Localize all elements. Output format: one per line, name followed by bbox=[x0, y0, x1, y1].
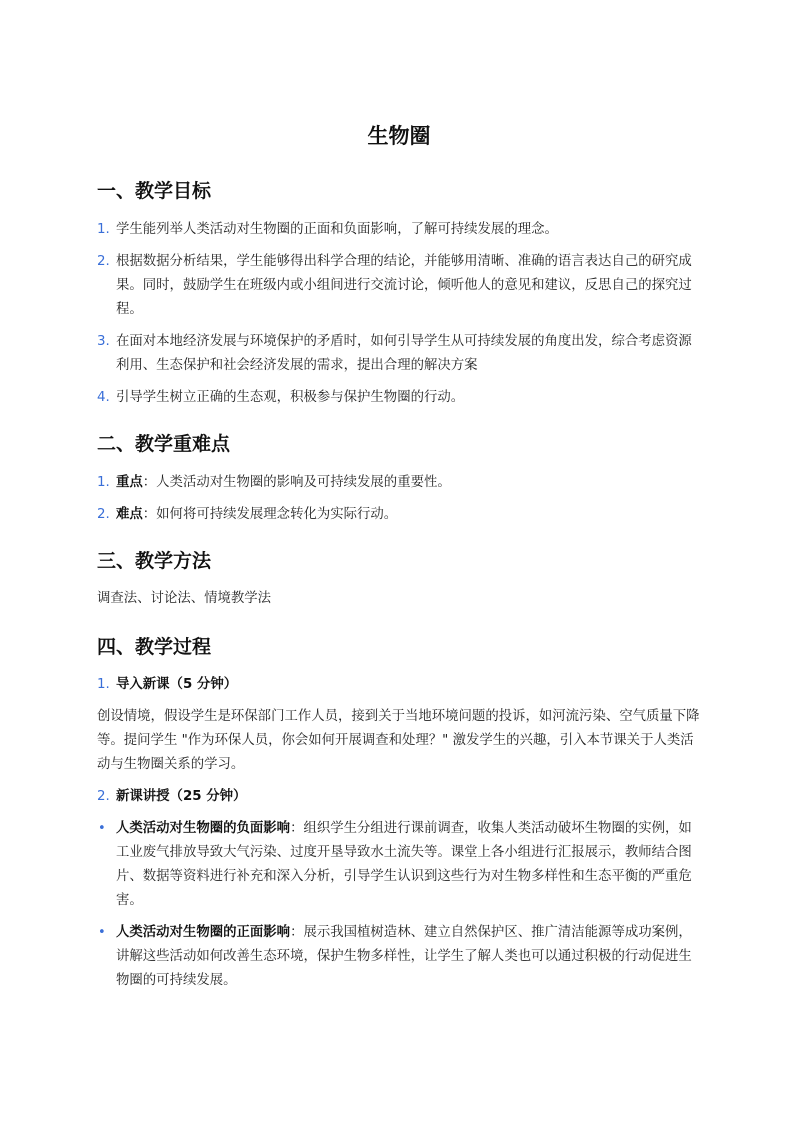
list-number: 4. bbox=[97, 390, 110, 405]
list-item bbox=[97, 250, 701, 322]
document-page bbox=[97, 118, 701, 1001]
list-item bbox=[97, 218, 701, 242]
list-number: 1. bbox=[97, 475, 110, 490]
list-item-text: 在面对本地经济发展与环境保护的矛盾时，如何引导学生从可持续发展的角度出发，综合考虑资源利用、生态保护和社会经济发展的需求，提出合理的解决方案 bbox=[116, 334, 692, 373]
methods-text: 调查法、讨论法、情境教学法 bbox=[97, 591, 272, 606]
list-item bbox=[97, 330, 701, 378]
bullet-text: ：组织学生分组进行课前调查，收集人类活动破坏生物圈的实例，如工业废气排放导致大气污染、过度开垦导致水土流失等。课堂上各小组进行汇报展示，教师结合图片、数据等资料进行补充和深入分析，引导学生认识到这些行为对生物多样性和生态平衡的严重危害。 bbox=[116, 821, 692, 908]
list-number: 1. bbox=[97, 222, 110, 237]
list-number: 2. bbox=[97, 789, 110, 804]
list-number: 2. bbox=[97, 507, 110, 522]
list-item-text: 学生能列举人类活动对生物圈的正面和负面影响，了解可持续发展的理念。 bbox=[116, 222, 558, 237]
process-step-lecture bbox=[97, 785, 701, 809]
bullet-text: ：展示我国植树造林、建立自然保护区、推广清洁能源等成功案例，讲解这些活动如何改善生态环境，保护生物多样性，让学生了解人类也可以通过积极的行动促进生物圈的可持续发展。 bbox=[116, 925, 692, 988]
bullet-icon: • bbox=[98, 821, 106, 836]
section-heading-process: 四、教学过程 bbox=[97, 636, 212, 658]
list-item bbox=[97, 503, 701, 527]
list-item-text: ：如何将可持续发展理念转化为实际行动。 bbox=[142, 507, 398, 522]
list-item-text: 引导学生树立正确的生态观，积极参与保护生物圈的行动。 bbox=[116, 390, 465, 405]
bullet-item bbox=[97, 921, 701, 993]
list-number: 3. bbox=[97, 334, 110, 349]
section-heading-key-points: 二、教学重难点 bbox=[97, 433, 231, 455]
list-number: 1. bbox=[97, 677, 110, 692]
list-item-text: ：人类活动对生物圈的影响及可持续发展的重要性。 bbox=[142, 475, 451, 490]
bullet-icon: • bbox=[98, 925, 106, 940]
section-heading-objectives: 一、教学目标 bbox=[97, 180, 212, 202]
key-points-list bbox=[97, 471, 701, 527]
intro-paragraph: 创设情境，假设学生是环保部门工作人员，接到关于当地环境问题的投诉，如河流污染、空气质量下降等。提问学生 "作为环保人员，你会如何开展调查和处理？" 激发学生的兴趣，引入本节课关于人类活动与生物圈关系的学习。 bbox=[97, 709, 700, 772]
objectives-list bbox=[97, 218, 701, 410]
section-heading-methods: 三、教学方法 bbox=[97, 550, 212, 572]
list-item bbox=[97, 386, 701, 410]
step-label: 新课讲授（25 分钟） bbox=[116, 789, 247, 804]
bullet-label: 人类活动对生物圈的负面影响 bbox=[116, 821, 291, 836]
difficulty-label: 难点 bbox=[116, 507, 143, 522]
key-point-label: 重点 bbox=[116, 475, 143, 490]
list-item-text: 根据数据分析结果，学生能够得出科学合理的结论，并能够用清晰、准确的语言表达自己的研究成果。同时，鼓励学生在班级内或小组间进行交流讨论，倾听他人的意见和建议，反思自己的探究过程。 bbox=[116, 254, 692, 317]
bullet-label: 人类活动对生物圈的正面影响 bbox=[116, 925, 291, 940]
page-title: 生物圈 bbox=[367, 124, 431, 148]
list-number: 2. bbox=[97, 254, 110, 269]
list-item bbox=[97, 471, 701, 495]
step-label: 导入新课（5 分钟） bbox=[116, 677, 238, 692]
process-step-intro bbox=[97, 673, 701, 697]
bullet-item bbox=[97, 817, 701, 913]
